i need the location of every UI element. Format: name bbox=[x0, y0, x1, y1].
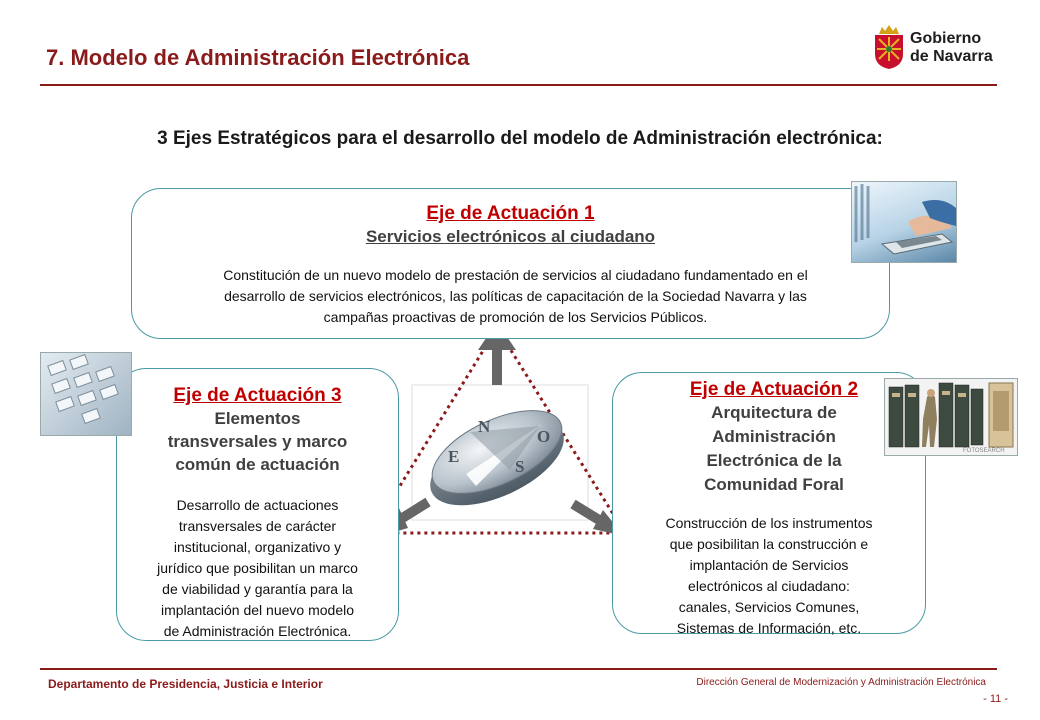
axis-3-description-line: transversales de carácter bbox=[178, 518, 337, 534]
page-title: 7. Modelo de Administración Electrónica bbox=[46, 45, 470, 70]
laptop-typing-photo bbox=[851, 181, 957, 263]
axis-1-box bbox=[131, 188, 890, 339]
axis-1-description-line: Constitución de un nuevo modelo de prestación de servicios al ciudadano fundamentado en el bbox=[223, 267, 808, 283]
axis-2-description-line: Sistemas de Información, etc. bbox=[676, 620, 862, 636]
axis-2-description-line: Construcción de los instrumentos bbox=[665, 515, 873, 531]
footer-directorate: Dirección General de Modernización y Administración Electrónica bbox=[696, 677, 986, 688]
photo-watermark: FOTOSEARCH bbox=[963, 448, 1005, 454]
axis-3-description-line: jurídico que posibilitan un marco bbox=[157, 560, 358, 576]
laptop-hands-icon bbox=[852, 182, 956, 262]
axis-1-heading bbox=[132, 203, 889, 247]
axis-2-name-line: Comunidad Foral bbox=[704, 475, 844, 494]
axis-2-description-line: canales, Servicios Comunes, bbox=[678, 599, 860, 615]
keypad-photo bbox=[40, 352, 132, 436]
axis-2-name-line: Administración bbox=[712, 427, 836, 446]
axis-2-description-line: electrónicos al ciudadano: bbox=[688, 578, 850, 594]
axis-3-name-line: Elementos bbox=[214, 409, 301, 428]
axis-3-description-line: de viabilidad y garantía para la bbox=[162, 581, 353, 597]
server-racks-icon bbox=[885, 379, 1017, 455]
axis-2-description-line: que posibilitan la construcción e bbox=[669, 536, 869, 552]
axis-3-name-line: común de actuación bbox=[175, 455, 340, 474]
axis-3-description-line: implantación del nuevo modelo bbox=[160, 602, 354, 618]
axis-2-heading bbox=[663, 379, 885, 497]
axis-3-name-line: transversales y marco bbox=[167, 432, 348, 451]
page-number: - 11 - bbox=[983, 693, 1008, 705]
axis-2-name-line: Arquitectura de bbox=[711, 403, 837, 422]
axis-3-heading bbox=[132, 385, 383, 476]
axis-1-description-line: desarrollo de servicios electrónicos, las políticas de capacitación de la Sociedad Navarra y las bbox=[224, 288, 807, 304]
logo-line-1: Gobierno bbox=[910, 30, 982, 47]
axis-1-name: Servicios electrónicos al ciudadano bbox=[365, 227, 656, 246]
axis-3-description bbox=[135, 495, 380, 642]
axis-2-description bbox=[643, 513, 895, 639]
compass-letter-e: E bbox=[448, 447, 460, 466]
axis-1-label: Eje de Actuación 1 bbox=[426, 203, 595, 224]
compass-letter-o: O bbox=[537, 427, 551, 446]
axis-3-label: Eje de Actuación 3 bbox=[173, 385, 342, 406]
axis-1-description-line: campañas proactivas de promoción de los Servicios Públicos. bbox=[323, 309, 708, 325]
slide-subtitle: 3 Ejes Estratégicos para el desarrollo del modelo de Administración electrónica: bbox=[157, 128, 883, 149]
footer-divider bbox=[40, 668, 997, 670]
axis-3-description-line: Desarrollo de actuaciones bbox=[176, 497, 339, 513]
keypad-icon bbox=[41, 353, 131, 435]
footer-department: Departamento de Presidencia, Justicia e Interior bbox=[48, 677, 323, 691]
axis-1-description bbox=[172, 265, 859, 328]
axis-2-description-line: implantación de Servicios bbox=[689, 557, 849, 573]
compass-letter-s: S bbox=[515, 457, 525, 476]
axis-3-description-line: de Administración Electrónica. bbox=[163, 623, 352, 639]
axis-3-box bbox=[116, 368, 399, 641]
compass-letter-n: N bbox=[478, 417, 491, 436]
axis-2-label: Eje de Actuación 2 bbox=[689, 379, 859, 400]
axis-2-name-line: Electrónica de la bbox=[706, 451, 842, 470]
logo-line-2: de Navarra bbox=[910, 48, 993, 65]
axis-3-description-line: institucional, organizativo y bbox=[173, 539, 342, 555]
axis-2-box bbox=[612, 372, 926, 634]
server-room-photo bbox=[884, 378, 1018, 456]
